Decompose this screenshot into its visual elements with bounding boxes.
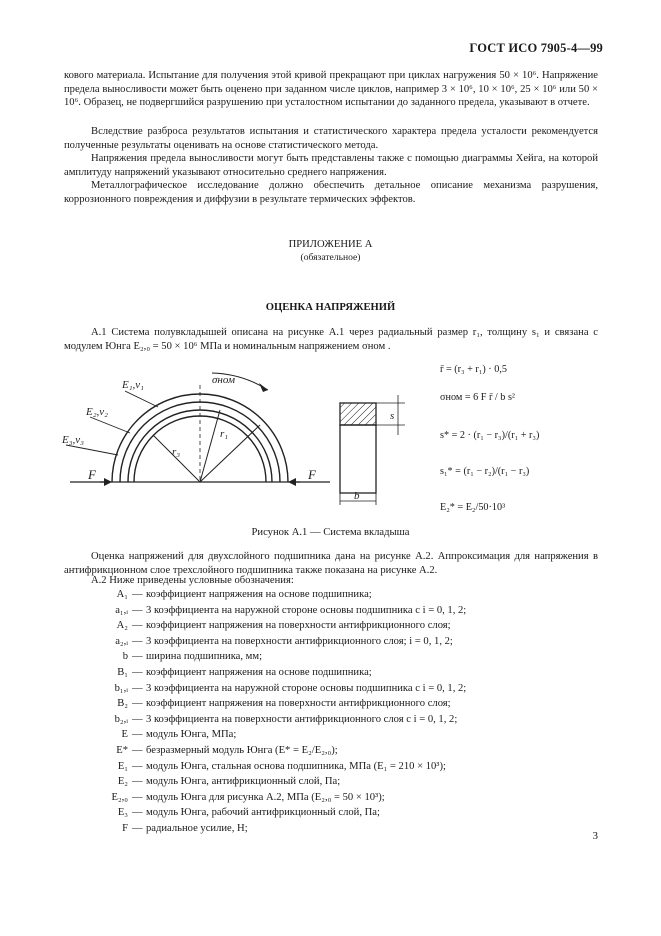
list-item: a₂,ᵢ — 3 коэффициента на поверхности антифрикционного слоя; i = 0, 1, 2; bbox=[115, 635, 453, 647]
formula-r-mean: r̄ = (r₃ + r₁) · 0,5 bbox=[440, 364, 507, 375]
label-b: b bbox=[354, 490, 360, 502]
intro-paragraph-4: Металлографическое исследование должно обеспечить детальное описание механизма разрушения, коррозионного повреждения и диффузии в результате термических эффектов. bbox=[64, 180, 598, 205]
list-item: E — модуль Юнга, МПа; bbox=[121, 729, 237, 741]
figure-caption: Рисунок А.1 — Система вкладыша bbox=[251, 527, 410, 538]
list-item: b₂,ᵢ — 3 коэффициента на поверхности антифрикционного слоя с i = 0, 1, 2; bbox=[114, 713, 458, 725]
document-header: ГОСТ ИСО 7905-4—99 bbox=[469, 41, 603, 55]
intro-paragraph-1: кового материала. Испытание для получения этой кривой прекращают при циклах нагружения 50 × 10⁶. Напряжение предела выносливости может быть оценено при заданном числе циклов, например 3 × 10⁶, 10 × 10⁶, 25 × 10⁶ или 50 × 10⁶. Образец, не подвергшийся разрушению при усталостном испытании до заданного предела, указывают в отчете. bbox=[64, 70, 598, 109]
list-item: E₃ — модуль Юнга, рабочий антифрикционный слой, Па; bbox=[117, 807, 380, 819]
label-e1v1: E₁,ν₁ bbox=[122, 379, 144, 391]
definitions-list bbox=[64, 587, 598, 837]
list-item: A₂ — коэффициент напряжения на поверхности антифрикционного слоя; bbox=[116, 620, 451, 632]
formula-e2-star: E₂* = E₂/50·10³ bbox=[440, 502, 506, 513]
list-item: F — радиальное усилие, Н; bbox=[122, 822, 248, 834]
a2-intro: А.2 Ниже приведены условные обозначения: bbox=[91, 575, 294, 586]
appendix-title: ПРИЛОЖЕНИЕ А bbox=[288, 239, 373, 250]
label-f-right: F bbox=[308, 467, 316, 482]
section-hatched-layer bbox=[340, 403, 376, 425]
list-item: B₁ — коэффициент напряжения на основе подшипника; bbox=[117, 666, 372, 678]
list-item: B₂ — коэффициент напряжения на поверхности антифрикционного слоя; bbox=[117, 698, 451, 710]
intro-paragraph-3: Напряжения предела выносливости могут быть представлены также с помощью диаграммы Хейга, на которой амплитуду напряжений указывают относительно среднего напряжения. bbox=[64, 153, 598, 178]
formula-s-star: s* = 2 · (r₁ − r₃)/(r₁ + r₃) bbox=[440, 430, 540, 441]
label-r3: r₃ bbox=[172, 446, 181, 458]
label-f-left: F bbox=[88, 467, 96, 482]
label-e3v3: E₃,ν₃ bbox=[62, 434, 84, 446]
intro-paragraph-2: Вследствие разброса результатов испытания и статистического характера предела усталости рекомендуется полученные результаты оценивать на основе статистического метода. bbox=[64, 126, 598, 151]
label-sigma: σном bbox=[212, 374, 235, 386]
label-s: s bbox=[390, 410, 395, 422]
list-item: b — ширина подшипника, мм; bbox=[122, 651, 263, 663]
label-e2v2: E₂,ν₂ bbox=[86, 406, 108, 418]
label-r1: r₁ bbox=[220, 428, 229, 440]
section-title: ОЦЕНКА НАПРЯЖЕНИЙ bbox=[265, 302, 396, 313]
list-item: E₁ — модуль Юнга, стальная основа подшипника, МПа (E₁ = 210 × 10³); bbox=[117, 760, 446, 772]
list-item: E₂ — модуль Юнга, антифрикционный слой, Па; bbox=[117, 776, 341, 788]
list-item: E₂,₀ — модуль Юнга для рисунка А.2, МПа (E₂,₀ = 50 × 10³); bbox=[111, 791, 385, 803]
list-item: A₁ — коэффициент напряжения на основе подшипника; bbox=[116, 589, 372, 600]
formula-s1-star: s₁* = (r₁ − r₂)/(r₁ − r₃) bbox=[440, 466, 530, 477]
after-figure-paragraph: Оценка напряжений для двухслойного подшипника дана на рисунке А.2. Аппроксимация для напряжения в антифрикционном слое трехслойного подшипника также показана на рисунке А.2. bbox=[64, 551, 598, 576]
section-rectangle bbox=[340, 425, 376, 493]
list-item: b₁,ᵢ — 3 коэффициента на наружной стороне основы подшипника с i = 0, 1, 2; bbox=[114, 682, 467, 694]
list-item: a₁,ᵢ — 3 коэффициента на наружной стороне основы подшипника с i = 0, 1, 2; bbox=[115, 604, 467, 616]
list-item: E* — безразмерный модуль Юнга (E* = E₂/E₂,₀); bbox=[116, 744, 338, 756]
page-number: 3 bbox=[592, 830, 598, 842]
a1-paragraph: А.1 Система полувкладышей описана на рисунке А.1 через радиальный размер r₁, толщину s₁ и связана с модулем Юнга E₂,₀ = 50 × 10⁶ МПа и номинальным напряжением σном . bbox=[64, 327, 598, 352]
appendix-subtitle: (обязательное) bbox=[300, 252, 361, 263]
formula-sigma: σном = 6 F r̄ / b s² bbox=[440, 392, 515, 403]
